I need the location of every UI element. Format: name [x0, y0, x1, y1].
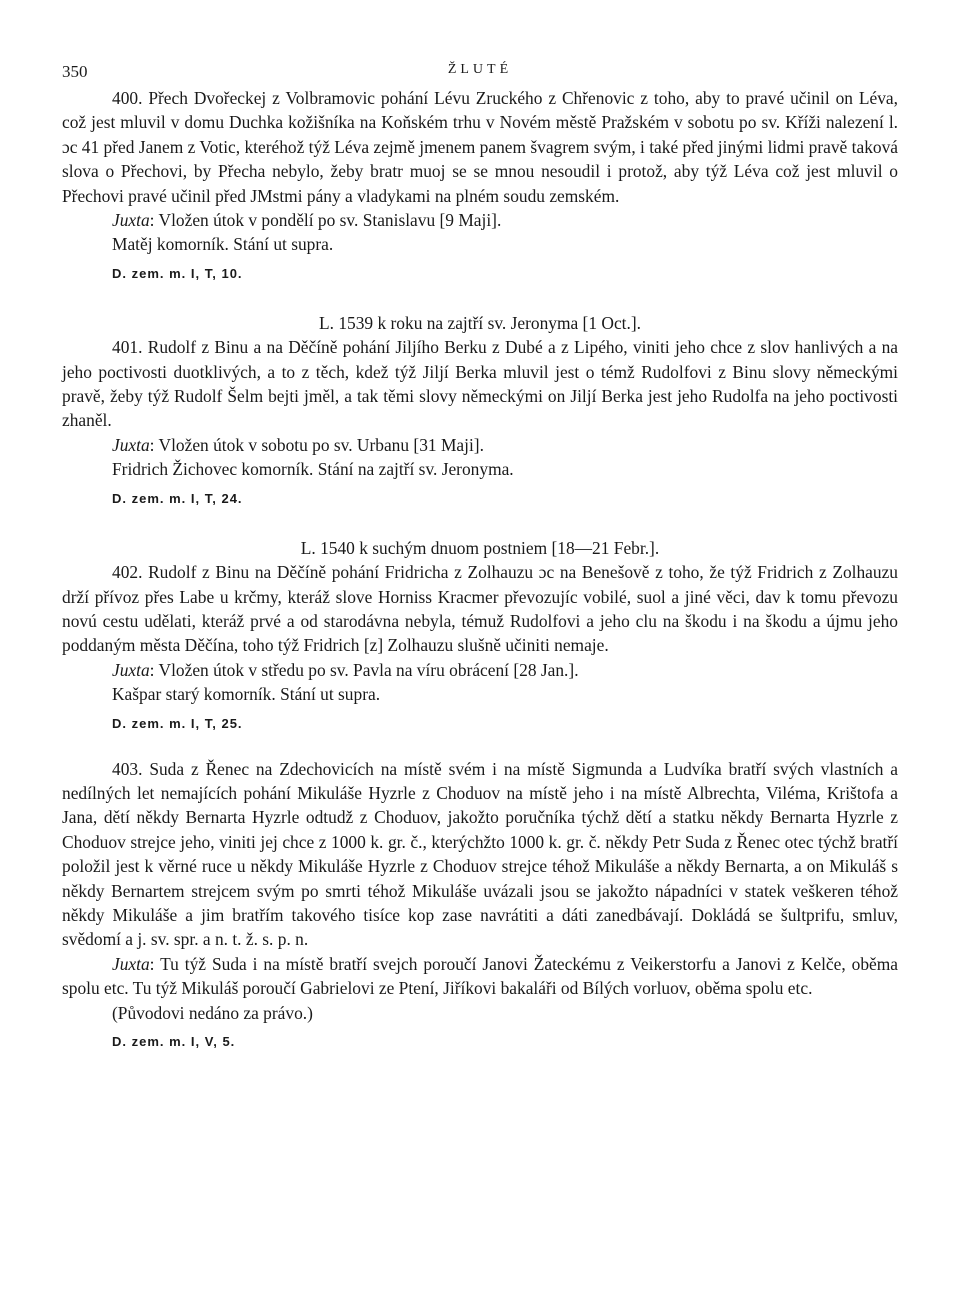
entry-403-source: D. zem. m. I, V, 5.	[112, 1034, 236, 1049]
entry-403-note: (Původovi nedáno za právo.)	[112, 1002, 313, 1023]
juxta-label: Juxta	[112, 434, 150, 455]
entry-400-source: D. zem. m. I, T, 10.	[112, 265, 243, 281]
juxta-label: Juxta	[112, 210, 150, 231]
juxta-text: : Vložen útok v středu po sv. Pavla na víru obrácení [28 Jan.].	[149, 659, 579, 680]
entry-400-text: 400. Přech Dvořeckej z Volbramovic pohání Lévu Zruckého z Chřenovic z toho, aby to pravé učinil on Léva, což jest mluvil v domu Duchka kožišníka na Koňském trhu v Novém městě Pražském v sobotu po sv. Kříži nalezení l. ɔc 41 před Janem z Votic, kteréhož týž Léva zejmě jmenem panem švagrem svým, i také před jinými lidmi pravě taková slova o Přechovi, by Přecha nebylo, žeby bratr muoj se se mnou nesoudil i protož, aby týž Léva což jest mluvil o Přechovi pravé učinil před JMstmi pány a vladykami na plném soudu zemském.	[62, 88, 898, 206]
entry-400-officer: Matěj komorník. Stání ut supra.	[112, 234, 334, 255]
entry-403-text: 403. Suda z Řenec na Zdechovicích na místě svém i na místě Sigmunda a Ludvíka bratří svých vlastních a nedílných let nemajících pohání Mikuláše Hyzrle z Choduov na místě jeho i na místě Albrechta, Viléma, Krištofa a Jana, dětí někdy Bernarta Hyzrle odtudž z Choduov, jakožto poručníka týchž dětí a statku někdy Bernarta Hyzrle z Choduov strejce jeho, viniti jej chce z 1000 k. gr. č., kterýchžto 1000 k. gr. č. někdy Petr Suda z Řenec otec týchž bratří položil jest k věrné ruce u někdy Mikuláše Hyzrle z Choduov strejce téhož Mikuláše a někdy Bernarta, a on Mikuláš s někdy Bernartem strejcem svým po smrti téhož Mikuláše uvázali jsou se jakožto nápadníci v statek veškeren téhož někdy Mikuláše a jim bratřím takového tisíce kop zase navrátiti a dáti zanedbávají. Dokládá se šultprifu, smluv, svědomí a j. sv. spr. a n. t. ž. s. p. n.	[62, 758, 898, 950]
entry-401-juxta	[62, 433, 898, 457]
juxta-text: : Vložen útok v sobotu po sv. Urbanu [31 Maji].	[149, 434, 484, 455]
document-page	[62, 56, 898, 1053]
year-heading-1540: L. 1540 k suchým dnuom postniem [18—21 Febr.].	[300, 537, 660, 558]
juxta-text: : Tu týž Suda i na místě bratří svejch poroučí Janovi Žateckému z Veikerstorfu a Janovi z Kelče, oběma spolu etc. Tu týž Mikuláš poroučí Gabrielovi ze Ptení, Jiříkovi bakaláři od Bílých vorluov, oběma spolu etc.	[62, 953, 898, 999]
page-header	[62, 56, 898, 86]
entry-401-officer: Fridrich Žichovec komorník. Stání na zajtří sv. Jeronyma.	[112, 459, 514, 480]
entry-402-officer: Kašpar starý komorník. Stání ut supra.	[112, 684, 381, 705]
entry-403-juxta	[62, 952, 898, 1001]
running-head: ŽLUTÉ	[447, 62, 513, 77]
entry-402-source: D. zem. m. I, T, 25.	[112, 715, 243, 731]
juxta-text: : Vložen útok v pondělí po sv. Stanislavu [9 Maji].	[149, 210, 502, 231]
entry-402-text: 402. Rudolf z Binu na Děčíně pohání Fridricha z Zolhauzu ɔc na Benešově z toho, že týž Fridrich z Zolhauzu drží přívoz přes Labe u krčmy, kteráž slove Horniss Kracmer převozujíc vobilé, suol a jiné věci, dav k tomu převozu novú cestu udělati, kteráž prvé a od starodávna nebyla, témuž Rudolfovi a jeho clu na škodu i na škodu a újmu jeho poddaným města Děčína, toho týž Fridrich [z] Zolhauzu slušně učiniti nemaje.	[62, 562, 898, 656]
page-number: 350	[62, 62, 88, 81]
entry-402-juxta	[62, 658, 898, 682]
entry-401-text: 401. Rudolf z Binu a na Děčíně pohání Jiljího Berku z Dubé a z Lipého, viniti jeho chce z slov hanlivých a na jeho poctivosti duotklivých, a to z těch, kdež týž Jiljí Berka mluvil jest o témž Rudolfovi z Binu slovy německými pravě, žeby týž Rudolf Šelm bejti jměl, a tak těmi slovy německými on Jiljí Berka jest jeho Rudolfa na jeho poctivosti zhaněl.	[62, 337, 898, 431]
year-heading-1539: L. 1539 k roku na zajtří sv. Jeronyma [1 Oct.].	[319, 312, 641, 333]
entry-400-juxta	[62, 208, 898, 232]
entry-401-source: D. zem. m. I, T, 24.	[112, 490, 243, 506]
juxta-label: Juxta	[112, 659, 150, 680]
spacer	[62, 735, 898, 757]
juxta-label: Juxta	[112, 953, 150, 974]
